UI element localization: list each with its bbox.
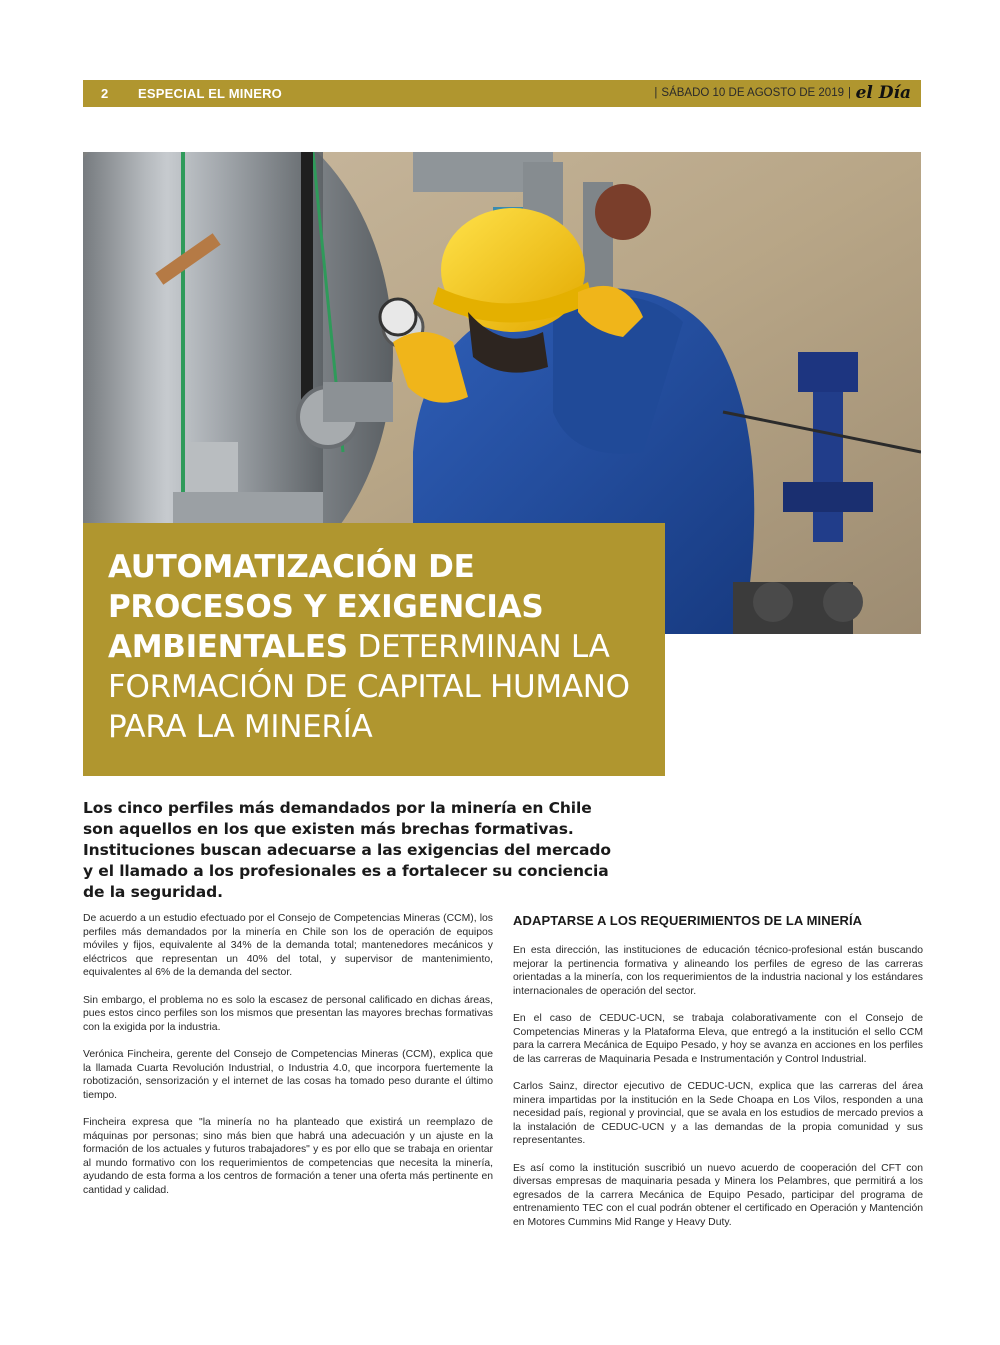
- body-paragraph: Fincheira expresa que "la minería no ha planteado que existirá un reemplazo de máquinas por personas; sino más bien que habrá una adecuación y un ajuste en la formación de los actuales y futuros trabajadores" y es por ello que se trabaja en orientar al mundo formativo con los requerimientos de competencias que necesita la minería, ayudando de esta forma a los centros de formación a tener una oferta más pertinente en cantidad y calidad.: [83, 1116, 493, 1196]
- issue-date-text: SÁBADO 10 DE AGOSTO DE 2019: [661, 87, 844, 99]
- page-number: 2: [101, 86, 109, 101]
- body-paragraph: De acuerdo a un estudio efectuado por el Consejo de Competencias Mineras (CCM), los perfiles más demandados por la minería en Chile son los de operación de equipos móviles y fijos, equivalente al 34% de la demanda total; mantenedores mecánicos y eléctricos que representan un 40% del total, y supervisor de mantenimiento, equivalentes al 6% de la demanda del sector.: [83, 913, 493, 979]
- header-bar: [83, 80, 921, 107]
- headline-normal: DETERMINAN LA FORMACIÓN DE CAPITAL HUMANO PARA LA MINERÍA: [108, 629, 630, 745]
- body-paragraph: Verónica Fincheira, gerente del Consejo de Competencias Mineras (CCM), explica que la llamada Cuarta Revolución Industrial, o Industria 4.0, que incorpora fuertemente la robotización, sensorización y el internet de las cosas ha tomado peso durante el último tiempo.: [83, 1048, 493, 1101]
- subheading: ADAPTARSE A LOS REQUERIMIENTOS DE LA MINERÍA: [513, 913, 863, 928]
- body-paragraph: Es así como la institución suscribió un nuevo acuerdo de cooperación del CFT con diversas empresas de maquinaria pesada y Minera los Pelambres, que permitirá a los egresados de la carrera Mecánica de Equipo Pesado, participar del programa de entrenamiento TEC con el cual podrán obtener el certificado en Operación y Mantención en Motores Cummins Mid Range y Heavy Duty.: [513, 1162, 923, 1228]
- lead-paragraph: Los cinco perfiles más demandados por la minería en Chile son aquellos en los que existen más brechas formativas. Instituciones buscan adecuarse a las exigencias del mercado y el llamado a los profesionales es a fortalecer su conciencia de la seguridad.: [83, 799, 611, 901]
- body-paragraph: En el caso de CEDUC-UCN, se trabaja colaborativamente con el Consejo de Competencias Mineras y la Plataforma Eleva, que entregó a la institución el sello CCM para la carrera Mecánica de Equipo Pesado, y hoy se avanza en acciones en los perfiles de las carreras de Maquinaria Pesada e Instrumentación y Control Industrial.: [513, 1012, 923, 1065]
- right-column: [513, 944, 923, 1243]
- left-column: [83, 912, 493, 1211]
- body-paragraph: Sin embargo, el problema no es solo la escasez de personal calificado en dichas áreas, pues estos cinco perfiles son los mismos que presentan las mayores brechas formativas con la exigida por la industria.: [83, 994, 493, 1033]
- body-paragraph: Carlos Sainz, director ejecutivo de CEDUC-UCN, explica que las carreras del área minera impartidas por la institución en la Sede Choapa en Los Vilos, responden a una necesidad país, regional y provincial, que se avala en los estudios de mercado previos a la instalación de CEDUC-UCN y a las demandas de la propia comunidad y sus representantes.: [513, 1080, 923, 1147]
- body-paragraph: En esta dirección, las instituciones de educación técnico-profesional están buscando mejorar la pertinencia formativa y alineando los perfiles de egreso de las carreras orientadas a la minería, con los requerimientos de la industria nacional y los estándares internacionales de operación del sector.: [513, 945, 923, 997]
- newspaper-logo: el Día: [855, 83, 911, 103]
- section-title: ESPECIAL EL MINERO: [138, 86, 282, 101]
- headline-box: [83, 523, 665, 776]
- issue-date: | SÁBADO 10 DE AGOSTO DE 2019 |: [654, 87, 851, 99]
- headline: [108, 547, 648, 747]
- headline-bold: AUTOMATIZACIÓN DE PROCESOS Y EXIGENCIAS AMBIENTALES: [108, 549, 544, 665]
